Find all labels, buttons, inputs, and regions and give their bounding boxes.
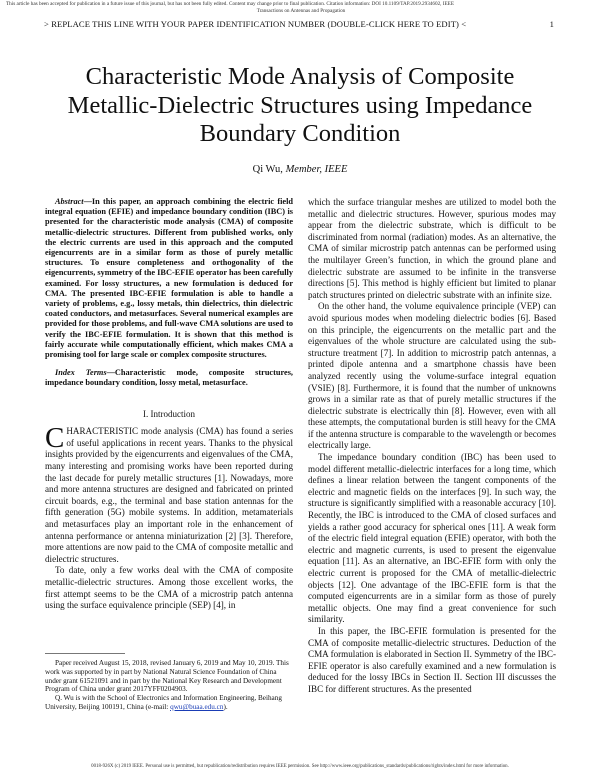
footnote-funding: Paper received August 15, 2018, revised January 6, 2019 and May 10, 2019. This work was supported by in part by National Natural Science Foundation of China under grant 61521091 and in part by the National Key Research and Development Program of China under grant 2017YFF0204903.	[45, 659, 289, 694]
top-notice-line2: Transactions on Antennas and Propagation	[256, 7, 346, 14]
right-paragraph-1: which the surface triangular meshes are utilized to model both the metallic and dielectric structures. However, spurious modes may appear from the dielectric substrate, which is difficult to be discriminated from normal (radiation) modes. As an alternative, the CMA of similar microstrip patch antennas can be performed using the multilayer Green’s function, in which the ground plane and dielectric substrate are assumed to be infinite in the transverse directions [5]. This method is highly efficient but limited to planar patch structures printed on dielectric substrate with an infinite size.	[308, 197, 556, 300]
left-column	[45, 197, 293, 612]
abstract	[45, 197, 293, 360]
right-column	[308, 197, 556, 696]
index-terms	[45, 368, 293, 388]
index-terms-text: —Characteristic mode, composite structures, impedance boundary condition, lossy metal, metasurface.	[45, 368, 294, 388]
footnote-affiliation-end: ).	[223, 702, 228, 711]
index-terms-label: Index Terms	[55, 368, 107, 378]
right-paragraph-4: In this paper, the IBC-EFIE formulation is presented for the CMA of composite metallic-dielectric structures. Deduction of the CMA formulation is elaborated in Section II. Symmetry of the IBC-EFIE operator is also carefully examined and a new formulation is deduced for the lossy IBCs in Section II. Section III discusses the IBC for different structures. As the presented	[308, 625, 556, 694]
top-notice	[6, 1, 596, 14]
abstract-text: —In this paper, an approach combining the electric field integral equation (EFIE) and impedance boundary condition (IBC) is presented for the characteristic mode analysis (CMA) of composite metallic-dielectric structures. Different from published works, only the electric currents are used in this approach and the computed eigencurrents are in a similar form as those of purely metallic structures. To ensure completeness and orthogonality of the eigencurrents, symmetry of the IBC-EFIE operator has been carefully examined. For lossy structures, a new formulation is deduced for CMA. The presented IBC-EFIE formulation is able to handle a variety of problems, e.g., lossy metals, thin dielectrics, thin dielectric coated conductors, and metasurfaces. Several numerical examples are provided for those problems, and full-wave CMA solutions are used to verify the IBC-EFIE formulation. It is shown that this method is fairly accurate while computationally efficient, which makes CMA a promising tool for large scale or complex composite structures.	[45, 197, 293, 360]
page-number: 1	[549, 19, 554, 29]
author-email-link[interactable]: qwu@buaa.edu.cn	[170, 702, 224, 711]
author-name: Qi Wu,	[252, 164, 283, 175]
footnote	[45, 659, 293, 712]
intro-paragraph-1-text: HARACTERISTIC mode analysis (CMA) has found a series of useful applications in recent years. Thanks to the physical insights provided by the eigencurrents and eigenvalues of the CMA, many interesting and promising works have been reported during the last decade for purely metallic structures [1]. Nowadays, more and more antenna structures are designed and fabricated on printed circuit boards, e.g., the terminal and base station antennas for the fifth generation (5G) mobile systems. In addition, metamaterials and metasurfaces play an important role in the enhancement of antenna performance or antenna miniaturization [2] [3]. Therefore, more attentions are now paid to the CMA of composite metallic and dielectric structures.	[45, 426, 294, 564]
paper-id-placeholder: > REPLACE THIS LINE WITH YOUR PAPER IDENTIFICATION NUMBER (DOUBLE-CLICK HERE TO EDIT) <	[44, 19, 467, 29]
running-header	[44, 19, 554, 29]
intro-paragraph-1	[45, 422, 294, 565]
footnote-affiliation-text: Q. Wu is with the School of Electronics and Information Engineering, Beihang University, Beijing 100191, China (e-mail:	[45, 694, 282, 711]
bottom-copyright-notice: 0018-926X (c) 2019 IEEE. Personal use is permitted, but republication/redistribution requires IEEE permission. See http://www.ieee.org/publications_standards/publications/rights/index.html for more information.	[91, 764, 509, 769]
right-paragraph-2: On the other hand, the volume equivalence principle (VEP) can avoid spurious modes when modeling dielectric bodies [6]. Based on this principle, the eigencurrents on the metallic part and the eigenvalues of the whole structure are calculated using the sub-structure treatment [7]. In addition to microstrip patch antennas, a printed dipole antenna and a smartphone chassis have been analyzed recently using the volume-surface integral equation (VSIE) [8]. Furthermore, it is found that the number of unknowns grows in a similar rate as that of purely metallic structures if the dielectric substrate is electrically thin [8]. However, even with all these attempts, the computational burden is still heavy for the CMA if the antenna structure is comparable to the wavelength or becomes electrically large.	[308, 301, 556, 451]
author-role: Member, IEEE	[285, 164, 348, 175]
section-heading-introduction: I. Introduction	[143, 408, 195, 419]
paper-title: Characteristic Mode Analysis of Composite Metallic-Dielectric Structures using Impedance Boundary Condition	[67, 63, 533, 147]
top-notice-line1: This article has been accepted for publication in a future issue of this journal, but has not been fully edited. Content may change prior to final publication. Citation information: DOI 10.1109/TAP.2019.2934602, IEEE	[6, 1, 455, 7]
footnote-divider	[45, 653, 125, 654]
author-line	[100, 164, 500, 175]
drop-cap: C	[45, 422, 65, 455]
footnote-affiliation	[45, 694, 293, 712]
right-paragraph-3: The impedance boundary condition (IBC) has been used to model different metallic-dielectric interfaces for a long time, which defines a linear relation between the tangent components of the electric and magnetic fields on the interfaces [9]. In such way, the structure is significantly simplified with a reasonable accuracy [10]. Recently, the IBC is introduced to the CMA of closed surfaces and yields a rather good accuracy for spherical ones [11]. A weak form of the electric field integral equation (EFIE) operator, with both the electric and magnetic currents, is used to present the eigenvalue equation [11]. As an alternative, an IBC-EFIE form with only the electric current is proposed for the CMA of metallic-dielectric objects [12]. One advantage of the IBC-EFIE form is that the computed eigencurrents are in a similar form as those of purely metallic objects. One may find a great convenience for such similarity.	[308, 452, 556, 625]
abstract-label: Abstract	[55, 197, 84, 206]
intro-paragraph-2: To date, only a few works deal with the CMA of composite metallic-dielectric structures. Among those excellent works, the first attempt seems to be the CMA of a microstrip patch antenna using the surface equivalence principle (SEP) [4], in	[45, 565, 293, 611]
